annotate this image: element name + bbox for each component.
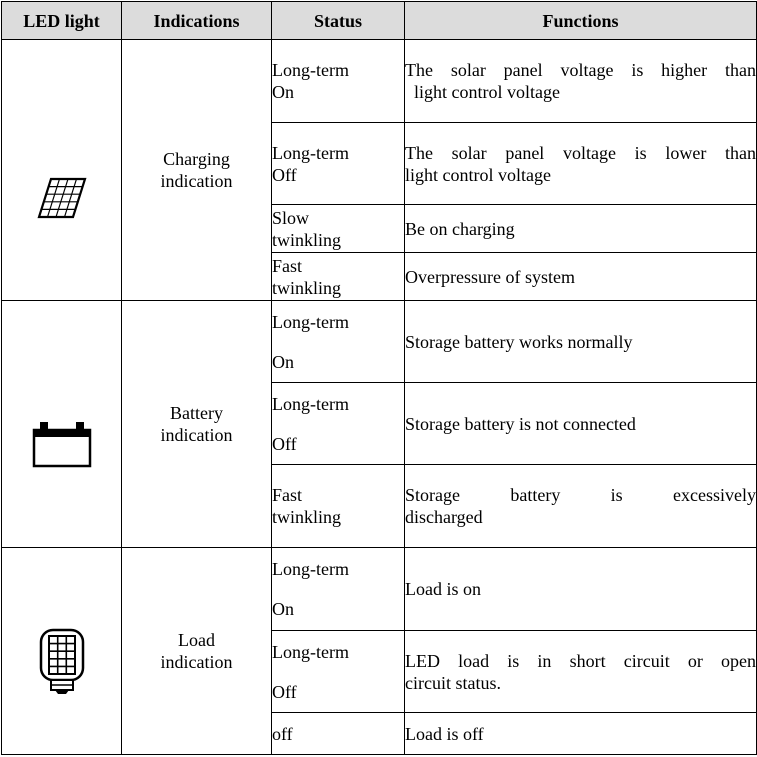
- charging-indication-line1: Charging: [163, 149, 230, 169]
- function-cell: [405, 383, 757, 465]
- status-cell: [272, 383, 405, 465]
- status-cell: [272, 123, 405, 205]
- function-cell: [405, 205, 757, 253]
- status-line2: Off: [272, 433, 297, 454]
- function-line1: Storage battery is excessively: [405, 485, 756, 505]
- status-cell: [272, 465, 405, 548]
- battery-indication-cell: [122, 301, 272, 548]
- status-line1: Long-term: [272, 142, 349, 163]
- led-bulb-icon: [37, 628, 87, 696]
- function-line1: Load is on: [405, 579, 481, 599]
- battery-icon: [32, 420, 92, 468]
- function-line1: Storage battery is not connected: [405, 413, 636, 434]
- function-cell: [405, 548, 757, 631]
- table-row: [2, 548, 757, 631]
- function-cell: [405, 713, 757, 755]
- function-cell: [405, 253, 757, 301]
- status-line2: On: [272, 82, 294, 102]
- led-indication-table: [1, 1, 757, 755]
- header-indications: Indications: [122, 2, 272, 40]
- status-line1: Fast: [272, 255, 303, 276]
- function-line1: The solar panel voltage is lower than: [405, 142, 756, 163]
- function-line1: LED load is in short circuit or open: [405, 650, 756, 671]
- header-status: Status: [272, 2, 405, 40]
- solar-panel-icon: [37, 177, 87, 221]
- function-line2: light control voltage: [405, 164, 551, 185]
- status-line2: On: [272, 599, 294, 619]
- status-cell: [272, 205, 405, 253]
- status-line1: Long-term: [272, 393, 349, 414]
- load-indication-cell: [122, 548, 272, 755]
- load-icon-cell: [2, 548, 122, 755]
- function-cell: [405, 465, 757, 548]
- header-led-light: LED light: [2, 2, 122, 40]
- load-indication-line1: Load: [178, 630, 215, 650]
- battery-icon-cell: [2, 301, 122, 548]
- status-line2: twinkling: [272, 277, 342, 298]
- function-line1: Be on charging: [405, 218, 515, 239]
- load-indication-line2: indication: [160, 652, 233, 672]
- status-line1: off: [272, 723, 293, 744]
- function-line2: light control voltage: [414, 82, 560, 102]
- status-line1: Fast: [272, 485, 303, 505]
- function-cell: [405, 301, 757, 383]
- battery-indication-line2: indication: [160, 425, 233, 445]
- status-cell: [272, 40, 405, 123]
- status-cell: [272, 631, 405, 713]
- status-line2: Off: [272, 164, 297, 185]
- status-line2: twinkling: [272, 229, 342, 250]
- charging-indication-line2: indication: [160, 171, 233, 191]
- charging-icon-cell: [2, 40, 122, 301]
- function-cell: [405, 123, 757, 205]
- function-line2: circuit status.: [405, 672, 501, 693]
- status-line1: Long-term: [272, 559, 349, 579]
- status-cell: [272, 301, 405, 383]
- function-cell: [405, 631, 757, 713]
- function-line2: discharged: [405, 507, 483, 527]
- function-cell: [405, 40, 757, 123]
- function-line1: Overpressure of system: [405, 266, 575, 287]
- function-line1: Load is off: [405, 723, 484, 744]
- battery-indication-line1: Battery: [170, 403, 223, 423]
- header-functions: Functions: [405, 2, 757, 40]
- function-line1: Storage battery works normally: [405, 331, 633, 352]
- status-line2: twinkling: [272, 507, 342, 527]
- status-line2: Off: [272, 681, 297, 702]
- table-row: [2, 40, 757, 123]
- status-line2: On: [272, 351, 294, 372]
- charging-indication-cell: [122, 40, 272, 301]
- status-line1: Slow: [272, 207, 310, 228]
- status-cell: [272, 548, 405, 631]
- table-row: [2, 301, 757, 383]
- header-row: [2, 2, 757, 40]
- status-cell: [272, 713, 405, 755]
- status-line1: Long-term: [272, 641, 349, 662]
- function-line1: The solar panel voltage is higher than: [405, 60, 756, 80]
- status-line1: Long-term: [272, 311, 349, 332]
- status-cell: [272, 253, 405, 301]
- status-line1: Long-term: [272, 60, 349, 80]
